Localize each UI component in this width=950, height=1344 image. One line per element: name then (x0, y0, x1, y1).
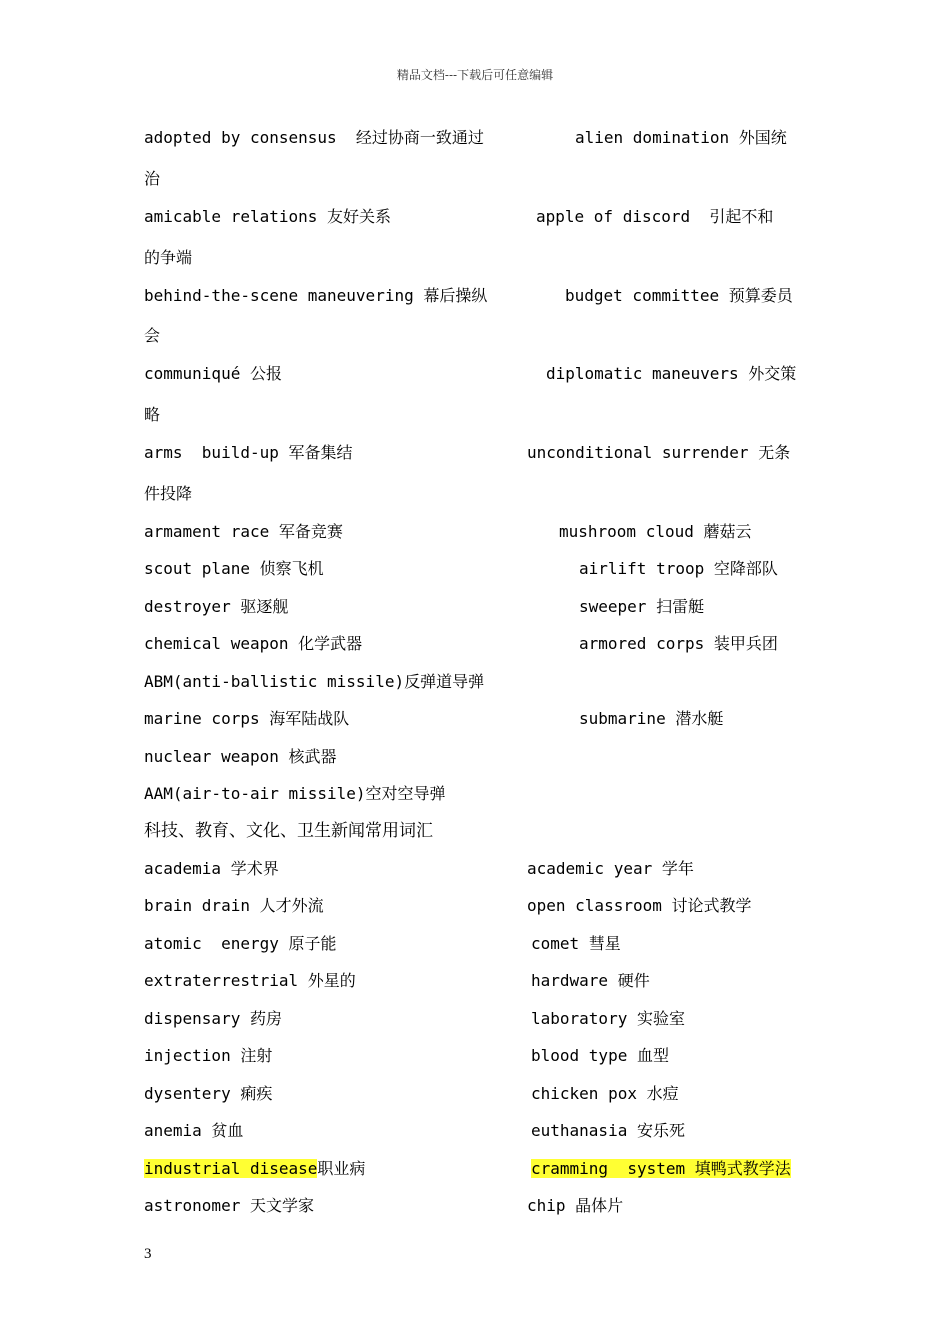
vocab-right-10: chip 晶体片 (527, 1196, 624, 1215)
term-left-9: chemical weapon 化学武器 (144, 634, 363, 653)
vocab-right-8: euthanasia 安乐死 (531, 1121, 685, 1140)
term-right-11: submarine 潜水艇 (579, 709, 724, 728)
term-continuation-1: 治 (144, 169, 161, 188)
highlighted-term: cramming system 填鸭式教学法 (531, 1159, 791, 1178)
term-left-2: amicable relations 友好关系 (144, 207, 392, 226)
vocab-right-4: hardware 硬件 (531, 971, 650, 990)
term-right-3: budget committee 预算委员 (565, 286, 793, 305)
term-left-6: armament race 军备竞赛 (144, 522, 343, 541)
vocab-right-6: blood type 血型 (531, 1046, 669, 1065)
vocab-left-6: injection 注射 (144, 1046, 273, 1065)
vocab-right-1: academic year 学年 (527, 859, 694, 878)
term-continuation-5: 件投降 (144, 484, 193, 503)
term-12: nuclear weapon 核武器 (144, 747, 337, 766)
term-left-4: communiqué 公报 (144, 364, 282, 383)
vocab-right-9 (531, 1159, 791, 1179)
term-left-3: behind-the-scene maneuvering 幕后操纵 (144, 286, 488, 305)
term-right-8: sweeper 扫雷艇 (579, 597, 705, 616)
term-left-11: marine corps 海军陆战队 (144, 709, 350, 728)
term-continuation-4: 略 (144, 405, 161, 424)
term-right-5: unconditional surrender 无条 (527, 443, 791, 462)
vocab-right-5: laboratory 实验室 (531, 1009, 685, 1028)
term-right-1: alien domination 外国统 (575, 128, 787, 147)
term-translation: 职业病 (317, 1159, 366, 1178)
vocab-left-4: extraterrestrial 外星的 (144, 971, 356, 990)
vocab-right-2: open classroom 讨论式教学 (527, 896, 752, 915)
vocab-left-3: atomic energy 原子能 (144, 934, 337, 953)
vocab-right-7: chicken pox 水痘 (531, 1084, 679, 1103)
term-10: ABM(anti-ballistic missile)反弹道导弹 (144, 672, 485, 691)
highlighted-term: industrial disease (144, 1159, 318, 1178)
term-right-4: diplomatic maneuvers 外交策 (546, 364, 797, 383)
term-left-5: arms build-up 军备集结 (144, 443, 353, 462)
vocab-left-5: dispensary 药房 (144, 1009, 282, 1028)
term-continuation-2: 的争端 (144, 248, 193, 267)
vocab-right-3: comet 彗星 (531, 934, 621, 953)
term-right-6: mushroom cloud 蘑菇云 (559, 522, 752, 541)
vocab-left-9 (144, 1159, 365, 1179)
vocab-left-8: anemia 贫血 (144, 1121, 244, 1140)
section-title: 科技、教育、文化、卫生新闻常用词汇 (144, 821, 433, 841)
vocab-left-1: academia 学术界 (144, 859, 279, 878)
term-left-7: scout plane 侦察飞机 (144, 559, 324, 578)
term-right-7: airlift troop 空降部队 (579, 559, 778, 578)
term-right-2: apple of discord 引起不和 (536, 207, 774, 226)
term-left-1: adopted by consensus 经过协商一致通过 (144, 128, 484, 147)
vocab-left-2: brain drain 人才外流 (144, 896, 324, 915)
term-13: AAM(air-to-air missile)空对空导弹 (144, 784, 446, 803)
term-right-9: armored corps 装甲兵团 (579, 634, 778, 653)
vocab-left-7: dysentery 痢疾 (144, 1084, 273, 1103)
page-number: 3 (144, 1246, 152, 1262)
term-left-8: destroyer 驱逐舰 (144, 597, 289, 616)
page-header: 精品文档---下载后可任意编辑 (396, 68, 554, 82)
vocab-left-10: astronomer 天文学家 (144, 1196, 314, 1215)
term-continuation-3: 会 (144, 326, 161, 345)
